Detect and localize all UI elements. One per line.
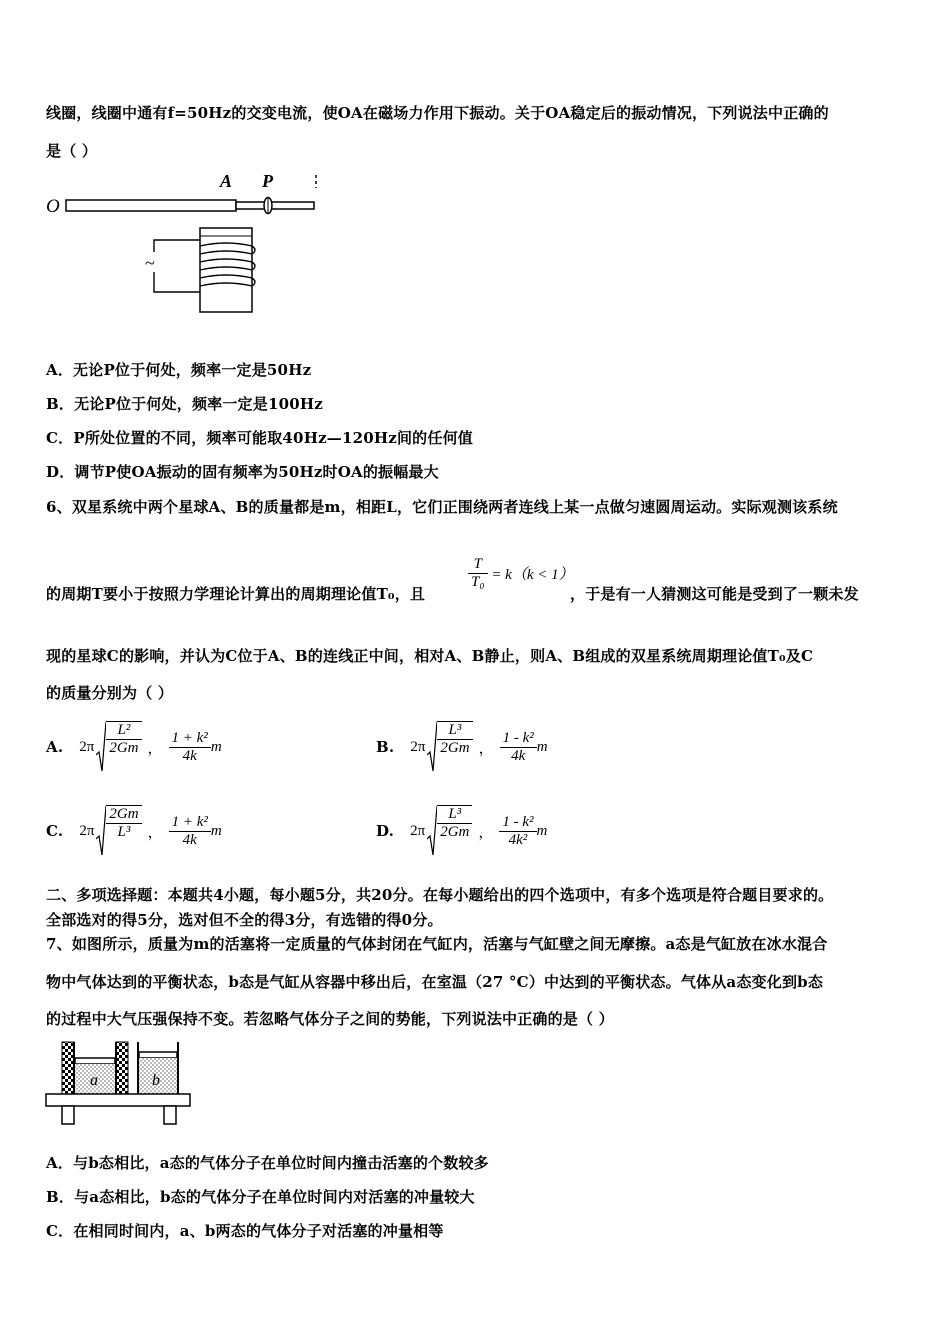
table-leg-left [62,1106,74,1124]
q6-line-2-post: ，于是有一人猜测这可能是受到了一颗未发 [570,585,859,603]
q7-line-3: 的过程中大气压强保持不变。若忽略气体分子之间的势能，下列说法中正确的是（ ） [46,1010,614,1028]
sqrt-sign-icon [427,805,437,857]
table-top [46,1094,190,1106]
q7-option-a: A．与b态相比，a态的气体分子在单位时间内撞击活塞的个数较多 [46,1154,489,1172]
coef: 2π [410,738,426,755]
q6-line-3: 现的星球C的影响，并认为C位于A、B的连线正中间，相对A、B静止，则A、B组成的双星系统周期理论值T₀及C [46,647,814,665]
mass-numerator: 1 - k² [499,814,536,832]
option-label: A. [46,738,64,756]
root-denominator: 2Gm [440,740,470,756]
mass-denominator: 4k [511,747,526,764]
q7-option-c: C．在相同时间内，a、b两态的气体分子对活塞的冲量相等 [46,1222,444,1240]
coef: 2π [79,822,95,839]
mass-symbol: m [536,738,548,755]
gas-label-b: b [152,1072,160,1089]
figure-label-p: P [262,171,273,191]
gas-label-a: a [90,1072,98,1089]
vibrating-rod-coil-figure [44,170,334,318]
q5-line-1: 线圈，线圈中通有f=50Hz的交变电流，使OA在磁场力作用下振动。关于OA稳定后的振动情况，下列说法中正确的 [46,104,829,122]
figure-label-o: O [46,196,60,217]
separator: ， [147,824,163,841]
q6-ratio-formula [468,556,574,591]
q5-option-a: A．无论P位于何处，频率一定是50Hz [46,361,312,379]
table-leg-right [164,1106,176,1124]
rod-oa [66,200,236,211]
mass-symbol: m [210,738,222,755]
rod-extension [236,202,314,209]
piston-b [139,1052,177,1058]
ratio-denominator: T₀ [471,574,485,590]
root-numerator: L² [106,722,141,740]
mass-numerator: 1 - k² [500,730,537,748]
q6-line-1: 6、双星系统中两个星球A、B的质量都是m，相距L，它们正围绕两者连线上某一点做匀速圆周运动。实际观测该系统 [46,498,838,516]
root-denominator: 2Gm [440,824,470,840]
q7-line-2: 物中气体达到的平衡状态，b态是气缸从容器中移出后，在室温（27 °C）中达到的平衡状态。气体从a态变化到b态 [46,973,824,991]
coil-core [200,228,252,312]
root-denominator: L³ [117,824,131,840]
coef: 2π [79,738,95,755]
q5-line-2: 是（ ） [46,142,98,160]
q5-option-b: B．无论P位于何处，频率一定是100Hz [46,395,323,413]
figure-label-a: A [220,171,233,191]
mass-numerator: 1 + k² [169,814,211,832]
root-numerator: L³ [437,806,472,824]
q5-option-d: D．调节P使OA振动的固有频率为50Hz时OA的振幅最大 [46,463,439,481]
ice-water-left [62,1042,74,1094]
ratio-numerator: T [468,556,488,574]
q7-option-b: B．与a态相比，b态的气体分子在单位时间内对活塞的冲量较大 [46,1188,475,1206]
mass-denominator: 4k [182,747,197,764]
q5-option-c: C．P所处位置的不同，频率可能取40Hz—120Hz间的任何值 [46,429,473,447]
option-label: C. [46,822,64,840]
root-denominator: 2Gm [109,740,139,756]
section2-line-2: 全部选对的得5分，选对但不全的得3分，有选错的得0分。 [46,911,443,929]
q6-line-4: 的质量分别为（ ） [46,684,174,702]
option-label: B. [376,738,395,756]
ice-water-right [116,1042,128,1094]
sqrt-sign-icon [96,805,106,857]
mass-denominator: 4k² [508,831,528,848]
mass-denominator: 4k [182,831,197,848]
section2-line-1: 二、多项选择题：本题共4小题，每小题5分，共20分。在每小题给出的四个选项中，有多个选项是符合题目要求的。 [46,886,834,904]
q6-option-d [376,801,547,861]
coef: 2π [410,822,426,839]
mass-numerator: 1 + k² [169,730,211,748]
sqrt-sign-icon [427,721,437,773]
mass-symbol: m [536,822,548,839]
separator: ， [478,740,494,757]
gas-cylinder-figure [44,1040,194,1126]
separator: ， [478,824,494,841]
q6-option-a [46,717,222,777]
q6-option-b [376,717,548,777]
q6-option-c [46,801,222,861]
option-label: D. [376,822,395,840]
separator: ， [147,740,163,757]
sqrt-sign-icon [96,721,106,773]
q7-line-1: 7、如图所示，质量为m的活塞将一定质量的气体封闭在气缸内，活塞与气缸壁之间无摩擦。a态是气缸放在冰水混合 [46,935,828,953]
q6-line-2-pre: 的周期T要小于按照力学理论计算出的周期理论值T₀，且 [46,585,426,603]
ac-source-icon: ~ [145,253,155,273]
ratio-rhs: = k（k < 1） [491,567,574,583]
piston-a [75,1058,115,1064]
root-numerator: L³ [437,722,472,740]
root-numerator: 2Gm [106,806,141,824]
mass-symbol: m [210,822,222,839]
